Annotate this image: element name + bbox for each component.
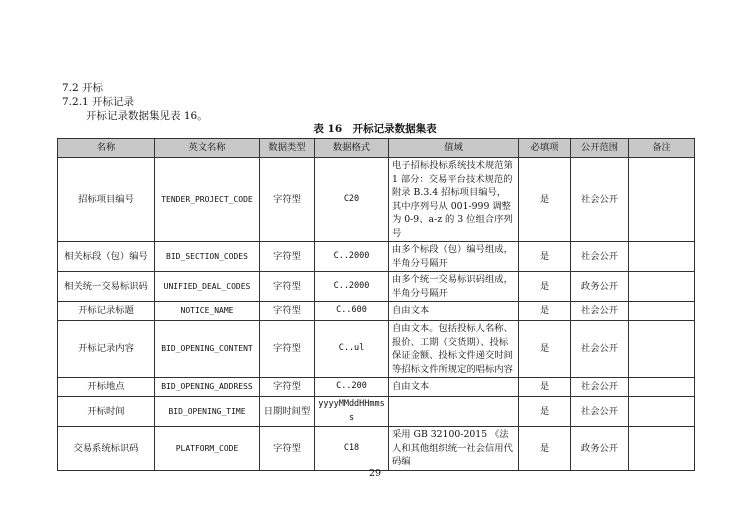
cell-format: C..600 [315, 302, 389, 321]
cell-domain: 由多个标段（包）编号组成，半角分号隔开 [389, 242, 519, 272]
column-header: 数据格式 [315, 139, 389, 158]
cell-type: 字符型 [260, 427, 315, 471]
cell-scope: 社会公开 [571, 158, 629, 242]
cell-type: 字符型 [260, 242, 315, 272]
cell-name: 开标记录标题 [58, 302, 155, 321]
cell-required: 是 [519, 242, 571, 272]
cell-format: C..2000 [315, 272, 389, 302]
table-row [58, 427, 695, 471]
table-row [58, 158, 695, 242]
cell-english-name: BID_OPENING_ADDRESS [155, 378, 260, 397]
table-caption: 表 16 开标记录数据集表 [313, 123, 437, 135]
column-header: 名称 [58, 139, 155, 158]
column-header: 公开范围 [571, 139, 629, 158]
cell-note [629, 242, 695, 272]
cell-note [629, 158, 695, 242]
cell-domain: 自由文本 [389, 302, 519, 321]
cell-name: 相关统一交易标识码 [58, 272, 155, 302]
cell-english-name: UNIFIED_DEAL_CODES [155, 272, 260, 302]
cell-required: 是 [519, 397, 571, 427]
cell-domain: 采用 GB 32100-2015 《法人和其他组织统一社会信用代码编 [389, 427, 519, 471]
intro-text: 开标记录数据集见表 16。 [86, 110, 208, 122]
cell-english-name: NOTICE_NAME [155, 302, 260, 321]
cell-format: yyyyMMddHHmmss [315, 397, 389, 427]
cell-domain: 由多个统一交易标识码组成，半角分号隔开 [389, 272, 519, 302]
cell-note [629, 321, 695, 378]
section-heading: 7.2 开标 [62, 82, 104, 94]
cell-scope: 政务公开 [571, 427, 629, 471]
cell-scope: 社会公开 [571, 302, 629, 321]
cell-required: 是 [519, 427, 571, 471]
cell-scope: 社会公开 [571, 242, 629, 272]
cell-domain: 电子招标投标系统技术规范第 1 部分：交易平台技术规范的附录 B.3.4 招标项目编号，其中序列号从 001-999 调整为 0-9、a-z 的 3 位组合序列号 [389, 158, 519, 242]
cell-scope: 社会公开 [571, 378, 629, 397]
cell-scope: 政务公开 [571, 272, 629, 302]
subsection-heading: 7.2.1 开标记录 [62, 96, 135, 108]
cell-required: 是 [519, 378, 571, 397]
cell-format: C..200 [315, 378, 389, 397]
cell-format: C..2000 [315, 242, 389, 272]
cell-note [629, 302, 695, 321]
cell-domain [389, 397, 519, 427]
table-row [58, 321, 695, 378]
table-row [58, 302, 695, 321]
cell-required: 是 [519, 272, 571, 302]
page-number: 29 [368, 468, 382, 479]
cell-name: 开标记录内容 [58, 321, 155, 378]
table-row [58, 378, 695, 397]
table-header-row [58, 139, 695, 158]
cell-name: 开标地点 [58, 378, 155, 397]
cell-name: 开标时间 [58, 397, 155, 427]
cell-format: C20 [315, 158, 389, 242]
cell-name: 交易系统标识码 [58, 427, 155, 471]
cell-domain: 自由文本。包括投标人名称、报价、工期（交货期）、投标保证金额、投标文件递交时间等招标文件所规定的唱标内容 [389, 321, 519, 378]
cell-note [629, 272, 695, 302]
cell-type: 字符型 [260, 158, 315, 242]
cell-required: 是 [519, 321, 571, 378]
cell-scope: 社会公开 [571, 321, 629, 378]
table-row [58, 242, 695, 272]
column-header: 英文名称 [155, 139, 260, 158]
cell-required: 是 [519, 158, 571, 242]
cell-scope: 社会公开 [571, 397, 629, 427]
cell-english-name: BID_OPENING_TIME [155, 397, 260, 427]
column-header: 备注 [629, 139, 695, 158]
cell-format: C..ul [315, 321, 389, 378]
cell-note [629, 397, 695, 427]
cell-english-name: PLATFORM_CODE [155, 427, 260, 471]
cell-english-name: TENDER_PROJECT_CODE [155, 158, 260, 242]
cell-type: 字符型 [260, 302, 315, 321]
table-row [58, 397, 695, 427]
cell-english-name: BID_SECTION_CODES [155, 242, 260, 272]
column-header: 数据类型 [260, 139, 315, 158]
cell-required: 是 [519, 302, 571, 321]
cell-domain: 自由文本 [389, 378, 519, 397]
table-row [58, 272, 695, 302]
column-header: 值域 [389, 139, 519, 158]
cell-format: C18 [315, 427, 389, 471]
cell-type: 字符型 [260, 272, 315, 302]
cell-note [629, 427, 695, 471]
cell-english-name: BID_OPENING_CONTENT [155, 321, 260, 378]
cell-type: 字符型 [260, 321, 315, 378]
cell-name: 招标项目编号 [58, 158, 155, 242]
cell-note [629, 378, 695, 397]
cell-name: 相关标段（包）编号 [58, 242, 155, 272]
cell-type: 日期时间型 [260, 397, 315, 427]
cell-type: 字符型 [260, 378, 315, 397]
dataset-table [57, 138, 695, 471]
column-header: 必填项 [519, 139, 571, 158]
